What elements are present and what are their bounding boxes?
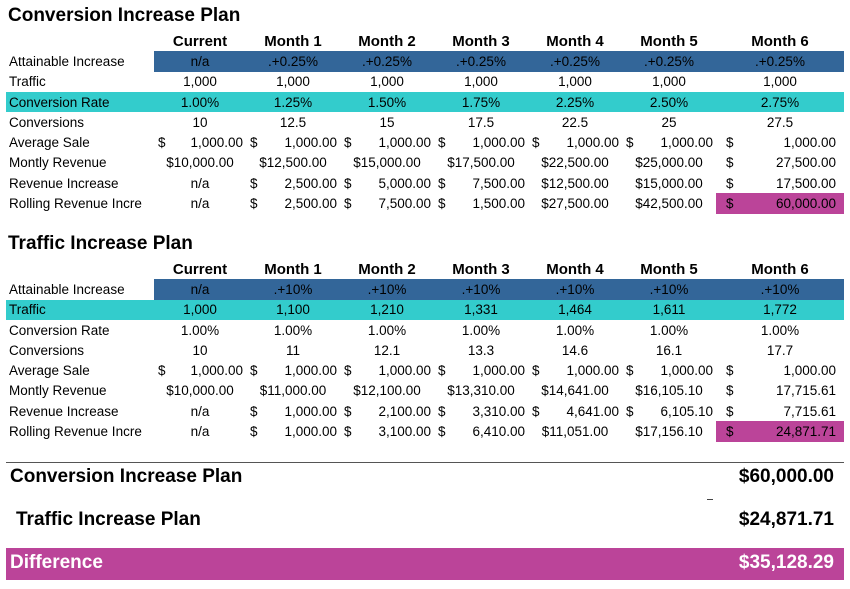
table-cell [528,401,622,421]
table-cell: $12,100.00 [353,383,421,399]
column-header: Month 2 [358,32,416,50]
table-cell [246,193,340,213]
table-cell [246,173,340,193]
summary-conversion-row [6,462,844,494]
cell-amount: 17,500.00 [775,175,836,191]
cell-amount: 6,410.00 [472,424,525,440]
table-cell: 22.5 [561,114,589,130]
column-header: Current [172,260,228,278]
table-cell: 12.1 [373,342,401,358]
table-cell [340,401,434,421]
divider-tick [707,499,713,500]
table-cell: 1.00% [555,322,595,338]
column-header: Month 6 [751,260,809,278]
cell-amount: 7,500.00 [378,196,431,212]
cell-amount: 4,641.00 [566,403,619,419]
table-cell: .+10% [716,279,844,299]
cell-amount: 1,000.00 [566,363,619,379]
cell-amount: 1,000.00 [660,135,713,151]
table-cell [340,360,434,380]
cell-amount: 3,100.00 [378,424,431,440]
currency-symbol: $ [344,175,352,191]
table-cell: 11 [285,342,300,358]
table-cell: 1,000 [558,74,592,90]
table-cell: .+0.25% [246,51,340,71]
table-cell [716,193,844,213]
currency-symbol: $ [726,383,734,399]
table-cell: 1,000 [370,74,404,90]
table-cell: 12.5 [279,114,307,130]
table-cell: 1,000 [276,74,310,90]
table-row [6,72,844,92]
table-cell [716,381,844,401]
table-cell: $15,000.00 [635,175,703,191]
table-cell: 1.25% [246,92,340,112]
cell-amount: 27,500.00 [775,155,836,171]
column-header: Month 4 [546,260,604,278]
table-cell: 10 [192,114,208,130]
table-cell: 14.6 [561,342,589,358]
currency-symbol: $ [626,135,634,151]
table-row [6,279,844,299]
cell-amount: 7,715.61 [783,403,836,419]
table-cell: .+0.25% [716,51,844,71]
table-cell [434,360,528,380]
currency-symbol: $ [532,135,540,151]
table-cell: 1,000 [183,74,217,90]
currency-symbol: $ [344,403,352,419]
currency-symbol: $ [726,155,734,171]
currency-symbol: $ [438,363,446,379]
table-cell: n/a [154,279,246,299]
table-cell: n/a [190,196,210,212]
cell-amount: 60,000.00 [775,196,836,212]
table-cell: 1,611 [622,300,716,320]
row-label: Conversion Rate [6,92,154,112]
table-row [6,132,844,152]
table-cell [716,173,844,193]
column-header: Month 1 [264,32,322,50]
table-cell: $15,000.00 [353,155,421,171]
cell-amount: 1,000.00 [783,135,836,151]
row-label: Conversions [9,342,85,358]
row-label: Traffic [9,74,46,90]
currency-symbol: $ [626,403,634,419]
table-cell: 1,772 [716,300,844,320]
table-cell: 1,000 [652,74,686,90]
column-header: Month 4 [546,32,604,50]
table-cell: .+10% [246,279,340,299]
table-cell [716,360,844,380]
table-cell [716,132,844,152]
column-header: Month 6 [751,32,809,50]
currency-symbol: $ [726,135,734,151]
table-cell [434,173,528,193]
cell-amount: 6,105.10 [660,403,713,419]
table-cell: $10,000.00 [166,155,234,171]
table-cell: $27,500.00 [541,196,609,212]
table-cell [716,401,844,421]
table-cell: n/a [190,424,210,440]
column-header: Month 1 [264,260,322,278]
table-cell: .+0.25% [340,51,434,71]
table-cell: $16,105.10 [635,383,703,399]
table-cell: $17,156.10 [635,424,703,440]
header-blank [6,259,154,279]
currency-symbol: $ [532,403,540,419]
table-cell [246,132,340,152]
currency-symbol: $ [158,135,166,151]
table-cell [340,421,434,441]
summary-conversion-label: Conversion Increase Plan [10,466,243,487]
row-label: Revenue Increase [9,403,119,419]
table-row [6,112,844,132]
table-cell: 1,100 [246,300,340,320]
table-cell: $22,500.00 [541,155,609,171]
row-label: Conversions [9,114,85,130]
table-cell [434,132,528,152]
traffic-plan-title: Traffic Increase Plan [8,233,193,254]
currency-symbol: $ [250,424,258,440]
column-header: Month 5 [640,32,698,50]
table-cell: 1.00% [760,322,800,338]
table-cell [622,132,716,152]
table-cell [246,360,340,380]
table-cell: $10,000.00 [166,383,234,399]
table-row [6,401,844,421]
column-header: Month 5 [640,260,698,278]
column-header: Month 3 [452,32,510,50]
table-cell: 25 [661,114,677,130]
currency-symbol: $ [438,424,446,440]
currency-symbol: $ [158,363,166,379]
cell-amount: 1,000.00 [472,135,525,151]
table-row [6,51,844,71]
currency-symbol: $ [250,403,258,419]
table-cell: 1,000 [464,74,498,90]
table-cell: $42,500.00 [635,196,703,212]
cell-amount: 17,715.61 [775,383,836,399]
currency-symbol: $ [438,196,446,212]
row-label: Attainable Increase [9,281,125,297]
table-cell: 2.75% [716,92,844,112]
cell-amount: 1,000.00 [378,135,431,151]
table-cell [340,193,434,213]
table-row [6,193,844,213]
table-cell [340,173,434,193]
cell-amount: 1,000.00 [190,135,243,151]
summary-traffic-value: $24,871.71 [738,509,834,530]
currency-symbol: $ [438,175,446,191]
currency-symbol: $ [250,363,258,379]
table-cell: 1.00% [180,322,220,338]
table-cell: 1,000 [154,300,246,320]
row-label: Average Sale [9,363,90,379]
table-cell [716,153,844,173]
summary-difference-value: $35,128.29 [738,552,834,573]
table-cell: $11,000.00 [259,383,327,399]
table-cell [528,360,622,380]
table-cell: 15 [379,114,395,130]
cell-amount: 24,871.71 [775,424,836,440]
row-label: Montly Revenue [9,383,107,399]
table-cell: 1.00% [461,322,501,338]
table-cell: 1,464 [528,300,622,320]
summary-traffic-row [6,505,844,537]
table-cell: n/a [190,175,210,191]
currency-symbol: $ [344,363,352,379]
table-cell: 1.50% [340,92,434,112]
table-cell: 1,000 [763,74,797,90]
currency-symbol: $ [344,196,352,212]
currency-symbol: $ [726,175,734,191]
table-row [6,340,844,360]
cell-amount: 1,000.00 [472,363,525,379]
table-cell [622,360,716,380]
summary-traffic-label: Traffic Increase Plan [16,509,201,530]
table-cell: 1.00% [649,322,689,338]
table-cell: n/a [154,51,246,71]
currency-symbol: $ [438,403,446,419]
table-cell: 13.3 [467,342,495,358]
table-cell: 1.75% [434,92,528,112]
table-cell: .+10% [340,279,434,299]
table-cell: $12,500.00 [259,155,327,171]
cell-amount: 1,000.00 [284,135,337,151]
table-cell: n/a [190,403,210,419]
summary-difference-label: Difference [10,552,103,573]
table-cell [716,421,844,441]
table-cell [154,132,246,152]
table-cell: $14,641.00 [541,383,609,399]
cell-amount: 2,500.00 [284,196,337,212]
table-cell: 1,331 [434,300,528,320]
table-cell: $17,500.00 [447,155,515,171]
table-cell: $13,310.00 [447,383,515,399]
table-row [6,421,844,441]
table-cell: $25,000.00 [635,155,703,171]
table-cell [340,132,434,152]
row-label: Revenue Increase [9,175,119,191]
conversion-plan-title: Conversion Increase Plan [8,5,241,26]
currency-symbol: $ [532,363,540,379]
table-cell [434,401,528,421]
column-header: Month 2 [358,260,416,278]
currency-symbol: $ [726,363,734,379]
currency-symbol: $ [344,424,352,440]
header-blank [6,31,154,51]
column-header: Month 3 [452,260,510,278]
traffic-plan-table [6,259,844,442]
cell-amount: 1,000.00 [378,363,431,379]
cell-amount: 1,500.00 [472,196,525,212]
table-cell: 17.7 [766,342,794,358]
table-cell: 17.5 [467,114,495,130]
currency-symbol: $ [250,135,258,151]
table-row [6,300,844,320]
table-row [6,173,844,193]
table-row [6,92,844,112]
table-cell: $12,500.00 [541,175,609,191]
currency-symbol: $ [726,424,734,440]
row-label: Montly Revenue [9,155,107,171]
table-cell: 10 [192,342,208,358]
row-label: Rolling Revenue Incre [9,196,142,212]
table-cell: .+10% [622,279,716,299]
currency-symbol: $ [626,363,634,379]
row-label: Attainable Increase [9,53,125,69]
currency-symbol: $ [344,135,352,151]
row-label: Traffic [6,300,154,320]
conversion-plan-table [6,31,844,214]
table-cell [434,193,528,213]
table-row [6,381,844,401]
cell-amount: 5,000.00 [378,175,431,191]
cell-amount: 1,000.00 [190,363,243,379]
row-label: Conversion Rate [9,322,110,338]
table-cell: 16.1 [655,342,683,358]
table-cell: 2.50% [622,92,716,112]
cell-amount: 1,000.00 [284,424,337,440]
column-header: Current [172,32,228,50]
cell-amount: 7,500.00 [472,175,525,191]
cell-amount: 2,500.00 [284,175,337,191]
cell-amount: 1,000.00 [566,135,619,151]
table-cell [528,132,622,152]
table-cell: 2.25% [528,92,622,112]
row-label: Rolling Revenue Incre [9,424,142,440]
table-cell [246,421,340,441]
table-cell: 1.00% [154,92,246,112]
table-row [6,360,844,380]
summary-difference-row [6,548,844,580]
table-cell: 1.00% [273,322,313,338]
table-cell: $11,051.00 [541,424,609,440]
table-cell: 1.00% [367,322,407,338]
currency-symbol: $ [726,403,734,419]
table-cell: .+0.25% [434,51,528,71]
table-cell: 27.5 [766,114,794,130]
row-label: Average Sale [9,135,90,151]
currency-symbol: $ [438,135,446,151]
table-cell [434,421,528,441]
table-cell [246,401,340,421]
table-row [6,320,844,340]
table-row [6,153,844,173]
cell-amount: 2,100.00 [378,403,431,419]
cell-amount: 3,310.00 [472,403,525,419]
cell-amount: 1,000.00 [783,363,836,379]
currency-symbol: $ [726,196,734,212]
currency-symbol: $ [250,175,258,191]
table-cell [622,401,716,421]
summary-conversion-value: $60,000.00 [738,466,834,487]
table-cell: 1,210 [340,300,434,320]
table-cell [154,360,246,380]
table-cell: .+10% [434,279,528,299]
table-cell: .+0.25% [528,51,622,71]
cell-amount: 1,000.00 [284,363,337,379]
currency-symbol: $ [250,196,258,212]
cell-amount: 1,000.00 [660,363,713,379]
table-cell: .+0.25% [622,51,716,71]
table-cell: .+10% [528,279,622,299]
cell-amount: 1,000.00 [284,403,337,419]
